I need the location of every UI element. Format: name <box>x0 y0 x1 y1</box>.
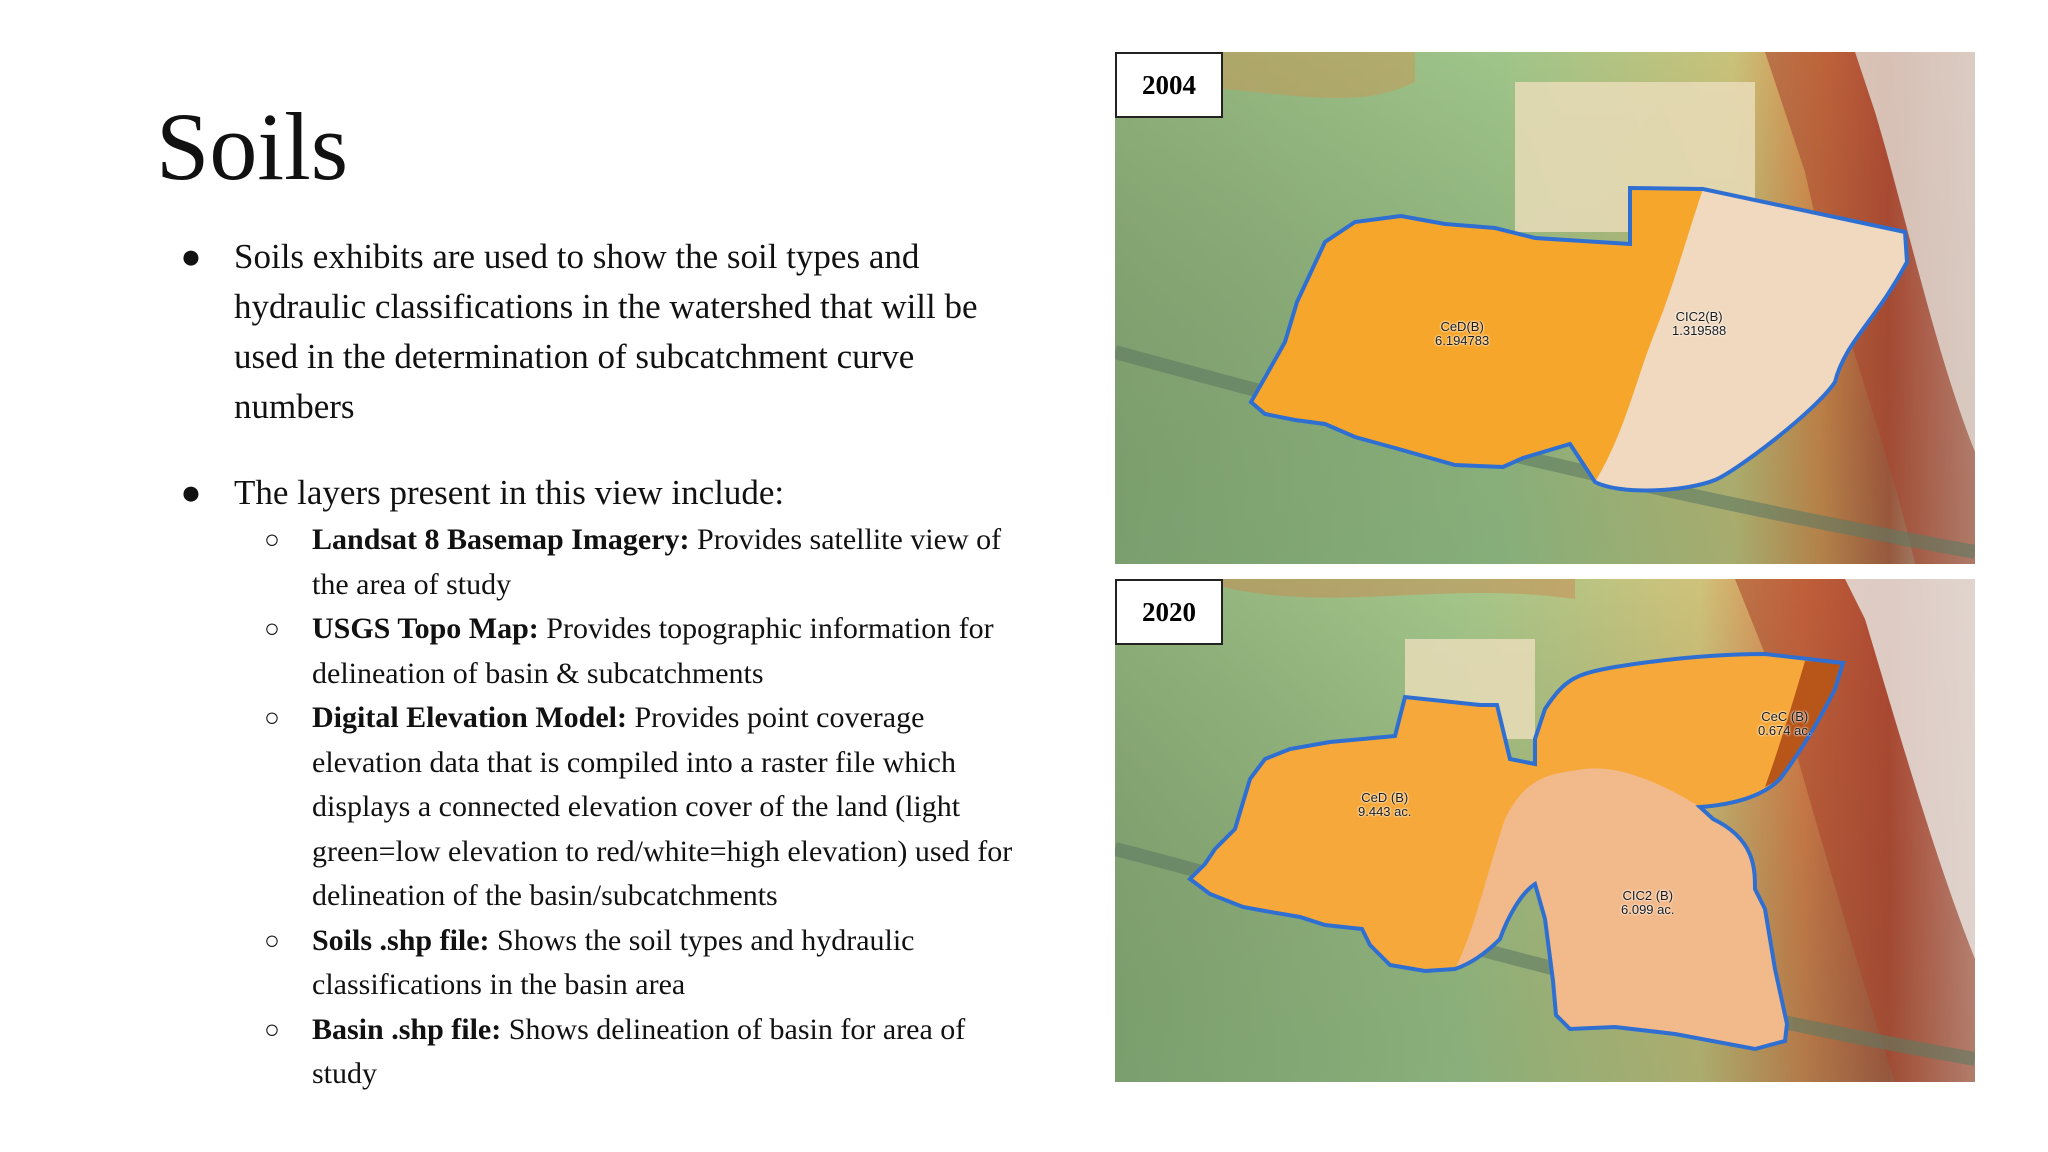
sub-bullet-ring: ○ <box>264 1014 280 1044</box>
layer-item <box>258 1008 1036 1097</box>
soil-code: CeD(B) <box>1440 319 1484 334</box>
sub-bullet-ring: ○ <box>264 614 280 643</box>
sub-bullet-ring: ○ <box>264 703 280 732</box>
soil-area: 6.194783 <box>1435 333 1490 348</box>
bullet-text: Soils exhibits are used to show the soil types and hydraulic classifications in the watershed that will be used in the determination of subcatchment curve numbers <box>234 237 978 426</box>
soil-area: 1.319588 <box>1672 323 1727 338</box>
layer-name: Landsat 8 Basemap Imagery: <box>312 523 690 556</box>
layer-desc: Provides satellite view of the area of study <box>312 523 1002 601</box>
soil-code: CeD (B) <box>1361 790 1409 805</box>
sub-bullet-ring: ○ <box>264 525 280 554</box>
layer-name: Soils .shp file: <box>312 923 490 957</box>
bullet-list <box>176 232 1036 1097</box>
map-graphic <box>1115 52 1975 564</box>
map-graphic <box>1115 579 1975 1082</box>
bullet-text: The layers present in this view include: <box>234 473 785 512</box>
bullet-item <box>176 232 1036 432</box>
soil-label-cic2 <box>1672 310 1726 338</box>
soil-map-2020 <box>1115 579 1975 1082</box>
layer-name: Basin .shp file: <box>312 1012 502 1046</box>
soil-area: 9.443 ac. <box>1358 804 1412 819</box>
layer-desc: Shows delineation of basin for area of study <box>312 1012 966 1090</box>
layer-item <box>258 607 1036 696</box>
layer-name: Digital Elevation Model: <box>312 701 627 734</box>
slide-title: Soils <box>156 93 349 200</box>
layer-list <box>258 518 1036 1097</box>
soil-label-cec <box>1758 710 1812 738</box>
soil-label-ced <box>1435 320 1489 348</box>
year-label: 2020 <box>1115 579 1223 645</box>
sub-bullet-ring: ○ <box>264 925 280 955</box>
layer-desc: Shows the soil types and hydraulic classifications in the basin area <box>312 923 915 1001</box>
bullet-item <box>176 468 1036 518</box>
soil-area: 0.674 ac. <box>1758 723 1812 738</box>
soil-area: 6.099 ac. <box>1621 902 1675 917</box>
soil-label-cic2 <box>1621 889 1675 917</box>
bullet-dot: ● <box>180 237 202 276</box>
soil-label-ced <box>1358 791 1412 819</box>
layer-desc: Provides topographic information for delineation of basin & subcatchments <box>312 612 994 690</box>
soil-code: CIC2(B) <box>1675 309 1723 324</box>
soil-code: CeC (B) <box>1761 709 1809 724</box>
soil-code: CIC2 (B) <box>1622 888 1674 903</box>
layer-desc: Provides point coverage elevation data that is compiled into a raster file which displays a connected elevation cover of the land (light green=low elevation to red/white=high elevation) used for delineation of the basin/subcatchments <box>312 701 1013 912</box>
year-label: 2004 <box>1115 52 1223 118</box>
layer-name: USGS Topo Map: <box>312 612 539 645</box>
layer-item <box>258 696 1036 919</box>
bullet-dot: ● <box>180 473 202 512</box>
layer-item <box>258 919 1036 1008</box>
soil-map-2004 <box>1115 52 1975 564</box>
layer-item <box>258 518 1036 607</box>
